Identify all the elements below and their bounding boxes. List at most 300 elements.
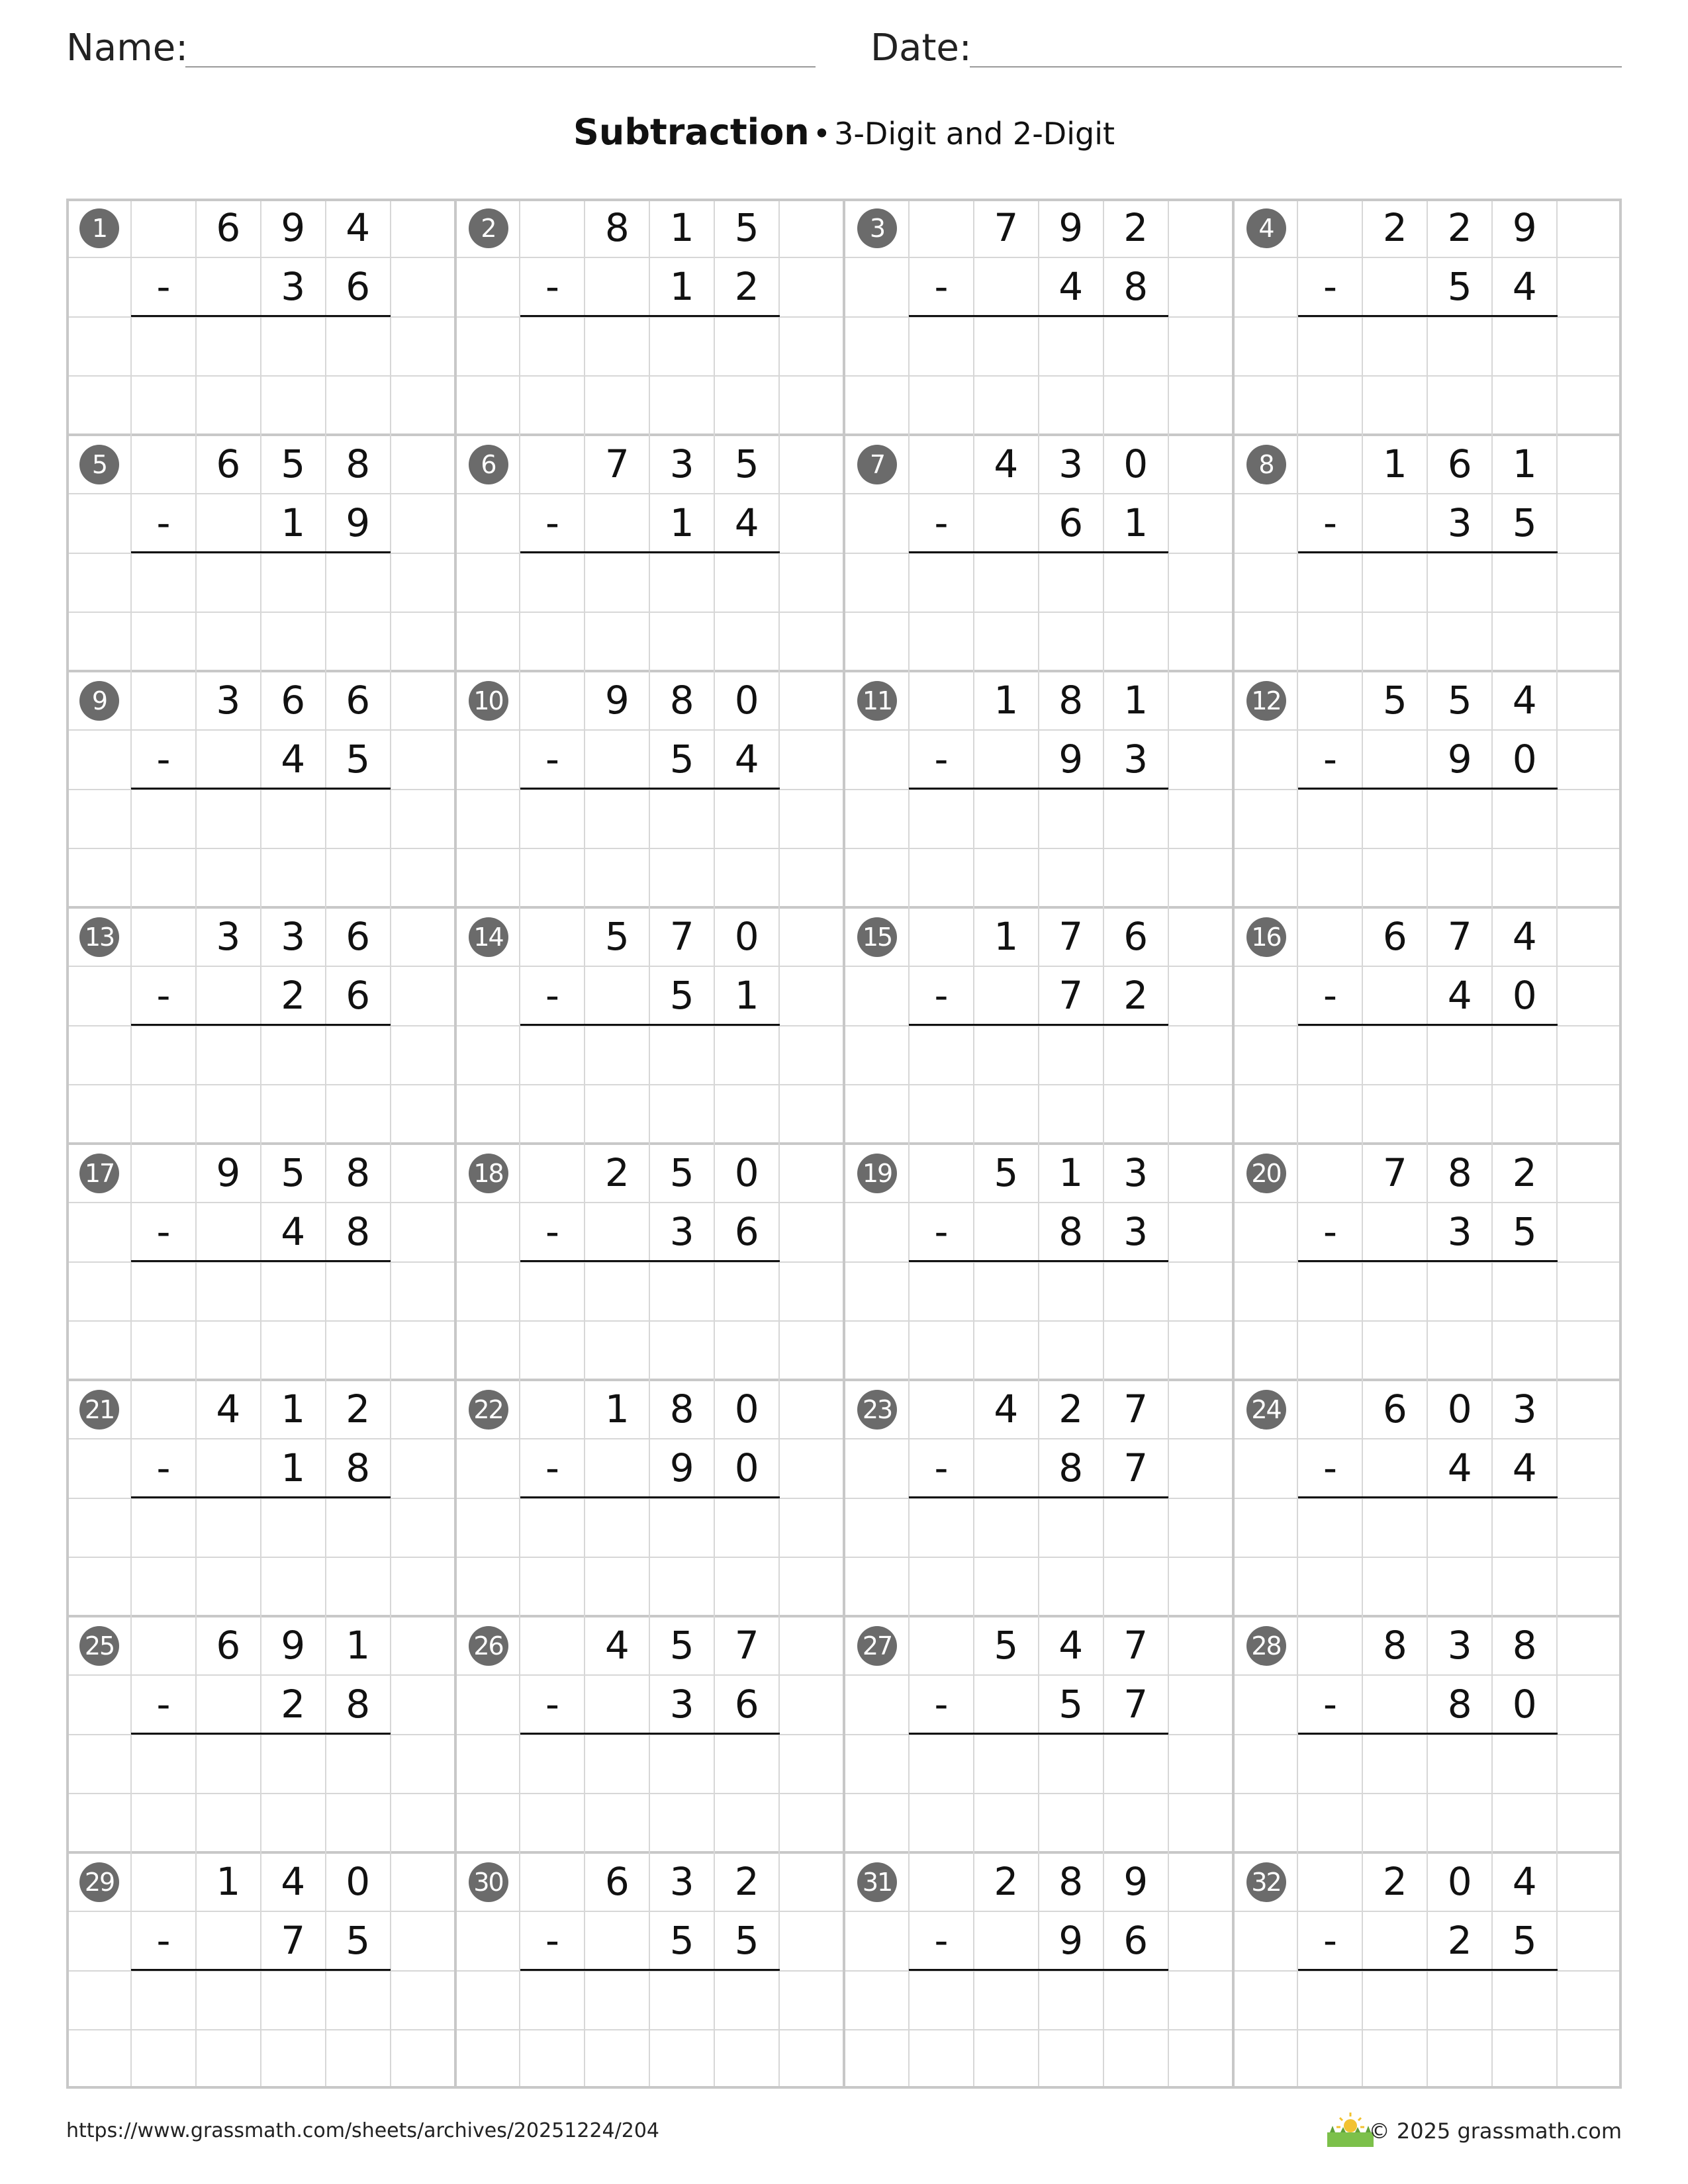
- subtrahend-digit: 5: [669, 1918, 694, 1964]
- subtrahend-digit: 6: [1123, 1918, 1149, 1964]
- minuend-digit: 2: [734, 1859, 759, 1904]
- footer-copyright: © 2025 grassmath.com: [1368, 2118, 1622, 2144]
- answer-area[interactable]: [1297, 1262, 1557, 1381]
- minuend-digit: 3: [216, 914, 241, 959]
- date-label: Date:: [870, 26, 972, 69]
- minuend-digit: 6: [216, 1623, 241, 1668]
- minuend-digit: 9: [1058, 205, 1084, 250]
- minuend-digit: 4: [994, 1387, 1019, 1432]
- problem-number-badge: 23: [857, 1390, 897, 1430]
- minuend-digit: 4: [1512, 1859, 1537, 1904]
- minuend-digit: 5: [669, 1150, 694, 1195]
- answer-area[interactable]: [520, 1026, 779, 1144]
- answer-area[interactable]: [909, 1735, 1168, 1853]
- problem-number-badge: 20: [1246, 1154, 1286, 1193]
- subtrahend-digit: 3: [1447, 500, 1472, 546]
- minuend-digit: 2: [1058, 1387, 1084, 1432]
- title-subtitle: 3-Digit and 2-Digit: [834, 116, 1115, 152]
- problem-number-badge: 5: [79, 445, 119, 484]
- title-main: Subtraction: [573, 111, 810, 153]
- minuend-digit: 1: [1058, 1150, 1084, 1195]
- answer-area[interactable]: [1297, 790, 1557, 908]
- subtraction-problem: [455, 435, 845, 671]
- answer-area[interactable]: [520, 1735, 779, 1853]
- minus-sign: -: [934, 264, 949, 310]
- footer-url[interactable]: https://www.grassmath.com/sheets/archives/20251224/204: [66, 2119, 660, 2142]
- minuend-digit: 6: [281, 678, 306, 723]
- subtrahend-digit: 8: [1058, 1445, 1084, 1491]
- minuend-digit: 1: [604, 1387, 630, 1432]
- minus-sign: -: [1323, 1682, 1337, 1727]
- date-field[interactable]: [970, 66, 1622, 68]
- answer-area[interactable]: [1297, 317, 1557, 435]
- minus-sign: -: [1323, 1445, 1337, 1491]
- minuend-digit: 1: [994, 678, 1019, 723]
- subtraction-problem: [844, 1144, 1233, 1380]
- answer-area[interactable]: [1297, 1498, 1557, 1617]
- answer-area[interactable]: [909, 790, 1168, 908]
- subtrahend-digit: 4: [281, 737, 306, 782]
- problem-number-badge: 9: [79, 681, 119, 721]
- problem-number-badge: 12: [1246, 681, 1286, 721]
- subtrahend-digit: 3: [1123, 1209, 1149, 1255]
- minus-sign: -: [545, 1445, 559, 1491]
- subtraction-problem: [844, 1852, 1233, 2089]
- subtrahend-digit: 3: [669, 1209, 694, 1255]
- minus-sign: -: [934, 1918, 949, 1964]
- answer-area[interactable]: [131, 1971, 391, 2089]
- minuend-digit: 3: [1512, 1387, 1537, 1432]
- minuend-digit: 5: [281, 1150, 306, 1195]
- minuend-digit: 5: [734, 205, 759, 250]
- problem-number-badge: 28: [1246, 1626, 1286, 1666]
- problem-number-badge: 1: [79, 208, 119, 248]
- subtrahend-digit: 2: [281, 1682, 306, 1727]
- page-title: [0, 107, 1688, 166]
- subtrahend-digit: 5: [669, 973, 694, 1019]
- minus-sign: -: [934, 973, 949, 1019]
- minus-sign: -: [545, 737, 559, 782]
- subtraction-problem: [455, 907, 845, 1144]
- problem-number-badge: 26: [469, 1626, 508, 1666]
- subtraction-problem: [66, 1380, 455, 1616]
- problem-number-badge: 3: [857, 208, 897, 248]
- answer-area[interactable]: [131, 553, 391, 672]
- subtraction-problem: [844, 907, 1233, 1144]
- minuend-digit: 4: [1512, 678, 1537, 723]
- subtrahend-digit: 4: [281, 1209, 306, 1255]
- minus-sign: -: [156, 1918, 171, 1964]
- minus-sign: -: [156, 500, 171, 546]
- minuend-digit: 7: [1123, 1387, 1149, 1432]
- subtraction-problem: [844, 671, 1233, 907]
- subtraction-problem: [66, 671, 455, 907]
- minuend-digit: 6: [1123, 914, 1149, 959]
- subtrahend-digit: 8: [346, 1445, 371, 1491]
- subtrahend-digit: 2: [734, 264, 759, 310]
- subtraction-problem: [844, 1616, 1233, 1852]
- problem-number-badge: 32: [1246, 1862, 1286, 1902]
- answer-area[interactable]: [909, 1262, 1168, 1381]
- minuend-digit: 0: [1447, 1859, 1472, 1904]
- minuend-digit: 6: [1382, 914, 1407, 959]
- minuend-digit: 7: [669, 914, 694, 959]
- minuend-digit: 9: [281, 1623, 306, 1668]
- subtrahend-digit: 7: [281, 1918, 306, 1964]
- answer-area[interactable]: [131, 1498, 391, 1617]
- subtraction-problem: [1233, 1380, 1622, 1616]
- problem-number-badge: 7: [857, 445, 897, 484]
- subtrahend-digit: 8: [346, 1682, 371, 1727]
- minuend-digit: 1: [346, 1623, 371, 1668]
- subtrahend-digit: 9: [669, 1445, 694, 1491]
- subtraction-problem: [1233, 1852, 1622, 2089]
- problem-number-badge: 25: [79, 1626, 119, 1666]
- minus-sign: -: [156, 264, 171, 310]
- minuend-digit: 7: [734, 1623, 759, 1668]
- subtrahend-digit: 2: [281, 973, 306, 1019]
- subtraction-problem: [1233, 1144, 1622, 1380]
- minuend-digit: 1: [994, 914, 1019, 959]
- minuend-digit: 8: [604, 205, 630, 250]
- minus-sign: -: [156, 1682, 171, 1727]
- answer-area[interactable]: [131, 317, 391, 435]
- minuend-digit: 3: [1123, 1150, 1149, 1195]
- subtrahend-digit: 3: [281, 264, 306, 310]
- minuend-digit: 5: [1382, 678, 1407, 723]
- answer-area[interactable]: [520, 553, 779, 672]
- minuend-digit: 8: [669, 678, 694, 723]
- minuend-digit: 6: [1382, 1387, 1407, 1432]
- subtrahend-digit: 8: [1447, 1682, 1472, 1727]
- problem-number-badge: 4: [1246, 208, 1286, 248]
- minuend-digit: 3: [669, 1859, 694, 1904]
- subtrahend-digit: 8: [346, 1209, 371, 1255]
- subtraction-problem: [66, 907, 455, 1144]
- subtrahend-digit: 4: [1512, 1445, 1537, 1491]
- subtrahend-digit: 6: [346, 264, 371, 310]
- subtrahend-digit: 5: [1512, 1918, 1537, 1964]
- problem-number-badge: 2: [469, 208, 508, 248]
- answer-area[interactable]: [520, 1498, 779, 1617]
- problem-grid: [66, 199, 1622, 2089]
- subtrahend-digit: 4: [734, 500, 759, 546]
- subtraction-problem: [66, 1852, 455, 2089]
- minuend-digit: 1: [1382, 441, 1407, 486]
- minuend-digit: 0: [734, 1150, 759, 1195]
- minus-sign: -: [934, 1682, 949, 1727]
- minuend-digit: 6: [216, 441, 241, 486]
- subtrahend-digit: 9: [1058, 1918, 1084, 1964]
- minus-sign: -: [934, 1209, 949, 1255]
- minuend-digit: 6: [1447, 441, 1472, 486]
- minuend-digit: 2: [1382, 205, 1407, 250]
- minuend-digit: 1: [1123, 678, 1149, 723]
- minuend-digit: 5: [734, 441, 759, 486]
- minuend-digit: 5: [281, 441, 306, 486]
- problem-number-badge: 27: [857, 1626, 897, 1666]
- problem-number-badge: 10: [469, 681, 508, 721]
- subtraction-problem: [455, 671, 845, 907]
- answer-area[interactable]: [520, 1262, 779, 1381]
- minuend-digit: 3: [1058, 441, 1084, 486]
- subtraction-problem: [1233, 671, 1622, 907]
- problem-number-badge: 22: [469, 1390, 508, 1430]
- subtrahend-digit: 4: [1058, 264, 1084, 310]
- minuend-digit: 7: [994, 205, 1019, 250]
- minuend-digit: 2: [604, 1150, 630, 1195]
- subtraction-problem: [66, 435, 455, 671]
- minuend-digit: 1: [669, 205, 694, 250]
- answer-area[interactable]: [909, 1026, 1168, 1144]
- problem-number-badge: 24: [1246, 1390, 1286, 1430]
- subtrahend-digit: 1: [281, 1445, 306, 1491]
- problem-number-badge: 21: [79, 1390, 119, 1430]
- answer-area[interactable]: [1297, 1735, 1557, 1853]
- minuend-digit: 5: [994, 1150, 1019, 1195]
- minuend-digit: 8: [1512, 1623, 1537, 1668]
- minuend-digit: 4: [346, 205, 371, 250]
- minuend-digit: 8: [1447, 1150, 1472, 1195]
- minuend-digit: 8: [346, 1150, 371, 1195]
- minuend-digit: 9: [216, 1150, 241, 1195]
- minus-sign: -: [1323, 973, 1337, 1019]
- minuend-digit: 2: [346, 1387, 371, 1432]
- subtrahend-digit: 1: [1123, 500, 1149, 546]
- subtrahend-digit: 3: [669, 1682, 694, 1727]
- minuend-digit: 7: [1058, 914, 1084, 959]
- subtraction-problem: [455, 1380, 845, 1616]
- subtrahend-digit: 5: [1512, 1209, 1537, 1255]
- minuend-digit: 9: [1123, 1859, 1149, 1904]
- answer-area[interactable]: [520, 1971, 779, 2089]
- minuend-digit: 2: [1382, 1859, 1407, 1904]
- minuend-digit: 3: [216, 678, 241, 723]
- minuend-digit: 0: [734, 1387, 759, 1432]
- minuend-digit: 1: [281, 1387, 306, 1432]
- subtraction-problem: [1233, 1616, 1622, 1852]
- minuend-digit: 2: [1512, 1150, 1537, 1195]
- minus-sign: -: [1323, 1209, 1337, 1255]
- subtrahend-digit: 1: [669, 264, 694, 310]
- problem-number-badge: 16: [1246, 917, 1286, 957]
- minuend-digit: 4: [1512, 914, 1537, 959]
- minuend-digit: 8: [1058, 1859, 1084, 1904]
- answer-area[interactable]: [909, 553, 1168, 672]
- minuend-digit: 8: [1382, 1623, 1407, 1668]
- subtrahend-digit: 5: [669, 737, 694, 782]
- subtrahend-digit: 5: [1447, 264, 1472, 310]
- minuend-digit: 0: [1123, 441, 1149, 486]
- minuend-digit: 8: [669, 1387, 694, 1432]
- problem-number-badge: 15: [857, 917, 897, 957]
- subtraction-problem: [844, 435, 1233, 671]
- minuend-digit: 8: [346, 441, 371, 486]
- minus-sign: -: [934, 737, 949, 782]
- subtraction-problem: [844, 199, 1233, 435]
- problem-number-badge: 18: [469, 1154, 508, 1193]
- answer-area[interactable]: [131, 1735, 391, 1853]
- subtrahend-digit: 5: [1058, 1682, 1084, 1727]
- subtrahend-digit: 0: [734, 1445, 759, 1491]
- minus-sign: -: [156, 1209, 171, 1255]
- minus-sign: -: [934, 500, 949, 546]
- subtrahend-digit: 6: [346, 973, 371, 1019]
- problem-number-badge: 31: [857, 1862, 897, 1902]
- minuend-digit: 4: [281, 1859, 306, 1904]
- subtrahend-digit: 5: [346, 737, 371, 782]
- subtrahend-digit: 6: [1058, 500, 1084, 546]
- subtrahend-digit: 2: [1447, 1918, 1472, 1964]
- subtrahend-digit: 0: [1512, 973, 1537, 1019]
- minus-sign: -: [545, 1918, 559, 1964]
- answer-area[interactable]: [1297, 1026, 1557, 1144]
- minuend-digit: 0: [734, 914, 759, 959]
- minuend-digit: 0: [1447, 1387, 1472, 1432]
- minuend-digit: 9: [281, 205, 306, 250]
- subtrahend-digit: 1: [734, 973, 759, 1019]
- subtrahend-digit: 7: [1123, 1445, 1149, 1491]
- subtraction-problem: [1233, 907, 1622, 1144]
- answer-area[interactable]: [1297, 553, 1557, 672]
- minuend-digit: 2: [994, 1859, 1019, 1904]
- minuend-digit: 9: [1512, 205, 1537, 250]
- subtrahend-digit: 5: [1512, 500, 1537, 546]
- subtrahend-digit: 4: [734, 737, 759, 782]
- minuend-digit: 6: [346, 914, 371, 959]
- subtrahend-digit: 5: [346, 1918, 371, 1964]
- subtraction-problem: [455, 1852, 845, 2089]
- title-separator: •: [812, 116, 831, 152]
- subtrahend-digit: 9: [346, 500, 371, 546]
- minuend-digit: 8: [1058, 678, 1084, 723]
- minuend-digit: 9: [604, 678, 630, 723]
- minus-sign: -: [545, 500, 559, 546]
- grass-sun-logo-icon: [1327, 2110, 1374, 2147]
- name-label: Name:: [66, 26, 189, 69]
- answer-area[interactable]: [909, 1971, 1168, 2089]
- minuend-digit: 0: [346, 1859, 371, 1904]
- subtrahend-digit: 0: [1512, 1682, 1537, 1727]
- answer-area[interactable]: [131, 1026, 391, 1144]
- minuend-digit: 7: [1447, 914, 1472, 959]
- minuend-digit: 7: [604, 441, 630, 486]
- minuend-digit: 6: [216, 205, 241, 250]
- minuend-digit: 3: [281, 914, 306, 959]
- subtrahend-digit: 5: [734, 1918, 759, 1964]
- subtrahend-digit: 4: [1447, 973, 1472, 1019]
- minuend-digit: 5: [669, 1623, 694, 1668]
- problem-number-badge: 13: [79, 917, 119, 957]
- answer-area[interactable]: [131, 1262, 391, 1381]
- minus-sign: -: [545, 973, 559, 1019]
- subtrahend-digit: 9: [1447, 737, 1472, 782]
- minus-sign: -: [545, 264, 559, 310]
- problem-number-badge: 6: [469, 445, 508, 484]
- subtrahend-digit: 4: [1447, 1445, 1472, 1491]
- minuend-digit: 6: [604, 1859, 630, 1904]
- subtrahend-digit: 2: [1123, 973, 1149, 1019]
- subtraction-problem: [1233, 199, 1622, 435]
- minus-sign: -: [1323, 737, 1337, 782]
- subtrahend-digit: 1: [281, 500, 306, 546]
- answer-area[interactable]: [520, 317, 779, 435]
- subtrahend-digit: 3: [1447, 1209, 1472, 1255]
- subtrahend-digit: 8: [1123, 264, 1149, 310]
- problem-number-badge: 11: [857, 681, 897, 721]
- subtraction-problem: [1233, 435, 1622, 671]
- minuend-digit: 5: [604, 914, 630, 959]
- minuend-digit: 3: [669, 441, 694, 486]
- subtrahend-digit: 7: [1123, 1682, 1149, 1727]
- minuend-digit: 1: [1512, 441, 1537, 486]
- subtrahend-digit: 1: [669, 500, 694, 546]
- minuend-digit: 0: [734, 678, 759, 723]
- problem-number-badge: 30: [469, 1862, 508, 1902]
- minuend-digit: 3: [1447, 1623, 1472, 1668]
- subtraction-problem: [66, 199, 455, 435]
- answer-area[interactable]: [1297, 1971, 1557, 2089]
- name-field[interactable]: [185, 66, 816, 68]
- minuend-digit: 1: [216, 1859, 241, 1904]
- minuend-digit: 7: [1123, 1623, 1149, 1668]
- answer-area[interactable]: [909, 317, 1168, 435]
- subtrahend-digit: 6: [734, 1209, 759, 1255]
- subtrahend-digit: 8: [1058, 1209, 1084, 1255]
- subtraction-problem: [455, 1144, 845, 1380]
- problem-number-badge: 29: [79, 1862, 119, 1902]
- minus-sign: -: [1323, 500, 1337, 546]
- minuend-digit: 4: [994, 441, 1019, 486]
- subtrahend-digit: 7: [1058, 973, 1084, 1019]
- minuend-digit: 4: [604, 1623, 630, 1668]
- minuend-digit: 5: [994, 1623, 1019, 1668]
- problem-number-badge: 19: [857, 1154, 897, 1193]
- minus-sign: -: [545, 1209, 559, 1255]
- minus-sign: -: [156, 1445, 171, 1491]
- problem-number-badge: 17: [79, 1154, 119, 1193]
- minus-sign: -: [1323, 1918, 1337, 1964]
- minuend-digit: 4: [1058, 1623, 1084, 1668]
- answer-area[interactable]: [131, 790, 391, 908]
- minuend-digit: 7: [1382, 1150, 1407, 1195]
- subtrahend-digit: 9: [1058, 737, 1084, 782]
- problem-number-badge: 14: [469, 917, 508, 957]
- minuend-digit: 6: [346, 678, 371, 723]
- subtrahend-digit: 6: [734, 1682, 759, 1727]
- subtraction-problem: [844, 1380, 1233, 1616]
- answer-area[interactable]: [909, 1498, 1168, 1617]
- minus-sign: -: [156, 973, 171, 1019]
- answer-area[interactable]: [520, 790, 779, 908]
- subtraction-problem: [455, 1616, 845, 1852]
- subtraction-problem: [66, 1616, 455, 1852]
- minuend-digit: 4: [216, 1387, 241, 1432]
- subtrahend-digit: 0: [1512, 737, 1537, 782]
- minuend-digit: 2: [1123, 205, 1149, 250]
- problem-number-badge: 8: [1246, 445, 1286, 484]
- minus-sign: -: [156, 737, 171, 782]
- minus-sign: -: [545, 1682, 559, 1727]
- subtrahend-digit: 4: [1512, 264, 1537, 310]
- subtrahend-digit: 3: [1123, 737, 1149, 782]
- subtraction-problem: [455, 199, 845, 435]
- minuend-digit: 2: [1447, 205, 1472, 250]
- minuend-digit: 5: [1447, 678, 1472, 723]
- minus-sign: -: [934, 1445, 949, 1491]
- subtraction-problem: [66, 1144, 455, 1380]
- minus-sign: -: [1323, 264, 1337, 310]
